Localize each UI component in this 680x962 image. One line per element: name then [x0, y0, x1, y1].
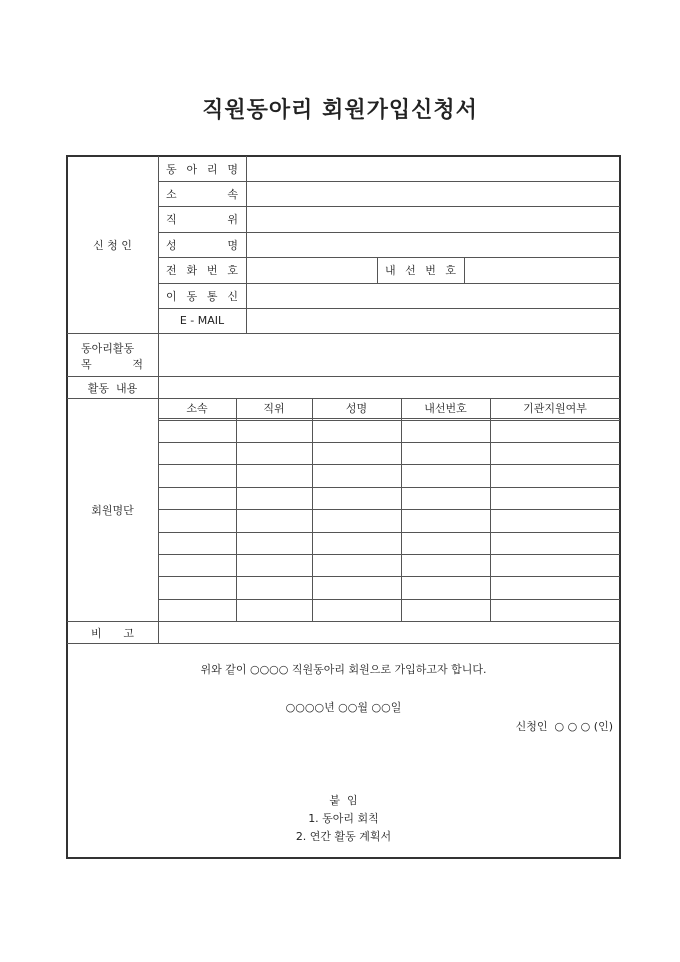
- name-field[interactable]: [247, 232, 620, 257]
- mobile-field[interactable]: [247, 283, 620, 308]
- club-name-field[interactable]: [247, 156, 620, 181]
- roster-header-support: 기관지원여부: [523, 402, 587, 415]
- remarks-label: 비 고: [91, 626, 134, 640]
- purpose-field[interactable]: [159, 334, 620, 376]
- applicant-section-label: 신 청 인: [93, 238, 132, 252]
- declaration-statement: 위와 같이 ○○○○ 직원동아리 회원으로 가입하고자 합니다.: [200, 663, 487, 676]
- purpose-label: 동아리활동 목 적: [81, 342, 143, 371]
- phone-field[interactable]: [247, 257, 377, 283]
- attachment-item: 1. 동아리 회칙: [308, 812, 379, 825]
- activity-label: 활동 내용: [87, 381, 138, 395]
- roster-header-position: 직위: [263, 402, 285, 415]
- attachments-heading: 붙 임: [329, 794, 358, 807]
- affiliation-field[interactable]: [247, 181, 620, 206]
- roster-label: 회원명단: [91, 504, 134, 517]
- name-label: 성 명: [166, 238, 238, 252]
- remarks-field[interactable]: [159, 622, 620, 643]
- position-label: 직 위: [166, 213, 238, 226]
- declaration-signer: 신청인 ○ ○ ○ (인): [515, 720, 613, 733]
- extension-field[interactable]: [465, 257, 620, 283]
- phone-label: 전 화 번 호: [166, 264, 238, 277]
- page-title: 직원동아리 회원가입신청서: [202, 98, 478, 123]
- email-field[interactable]: [247, 308, 620, 333]
- email-label: E - MAIL: [179, 314, 225, 327]
- roster-header-name: 성명: [345, 402, 368, 415]
- roster-header-affiliation: 소속: [186, 402, 208, 415]
- attachment-item: 2. 연간 활동 계획서: [295, 830, 392, 843]
- position-field[interactable]: [247, 206, 620, 232]
- roster-header-extension: 내선번호: [424, 402, 467, 415]
- affiliation-label: 소 속: [166, 187, 238, 201]
- mobile-label: 이 동 통 신: [166, 289, 238, 303]
- club-name-label: 동 아 리 명: [166, 162, 238, 176]
- extension-label: 내 선 번 호: [385, 264, 456, 277]
- activity-field[interactable]: [159, 377, 620, 398]
- declaration-date: ○○○○년 ○○월 ○○일: [285, 701, 402, 714]
